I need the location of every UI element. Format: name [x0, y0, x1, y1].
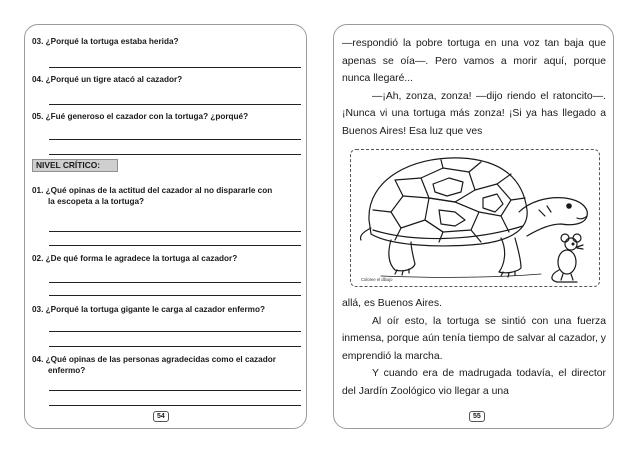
page-number: 54 [153, 411, 169, 422]
answer-line [49, 139, 301, 140]
turtle-mouse-illustration [350, 149, 600, 287]
question-text-cont: enfermo? [48, 366, 86, 375]
question-text-cont: la escopeta a la tortuga? [48, 197, 145, 206]
story-text-bottom [342, 295, 606, 401]
question-critico-03: 03. ¿Porqué la tortuga gigante le carga al cazador enfermo? [32, 305, 265, 314]
question-05: 05. ¿Fué generoso el cazador con la tortuga? ¿porqué? [32, 112, 249, 121]
section-heading-nivel-critico: NIVEL CRÍTICO: [32, 159, 118, 172]
page-number: 55 [469, 411, 485, 422]
paragraph: —¡Ah, zonza, zonza! —dijo riendo el ratoncito—. ¡Nunca vi una tortuga más zonza! ¡Si ya has llegado a Buenos Aires! Esa luz que ves [342, 90, 606, 137]
answer-line [49, 154, 301, 155]
worksheet-page [24, 24, 307, 429]
question-03: 03. ¿Porqué la tortuga estaba herida? [32, 37, 179, 46]
question-text: 01. ¿Qué opinas de la actitud del cazador al no dispararle con [32, 186, 273, 195]
turtle-illustration-icon [351, 150, 600, 287]
answer-line [49, 231, 301, 232]
question-critico-01 [32, 185, 300, 207]
answer-line [49, 346, 301, 347]
answer-line [49, 331, 301, 332]
story-text-top [342, 35, 606, 141]
paragraph: allá, es Buenos Aires. [342, 298, 442, 309]
answer-line [49, 245, 301, 246]
illustration-caption: Coloree el dibujo [361, 277, 393, 282]
question-text: 04. ¿Qué opinas de las personas agradecidas como el cazador [32, 355, 276, 364]
answer-line [49, 295, 301, 296]
answer-line [49, 405, 301, 406]
paragraph: —respondió la pobre tortuga en una voz tan baja que apenas se oía—. Pero vamos a morir aquí, porque nunca llegaré... [342, 38, 606, 85]
answer-line [49, 104, 301, 105]
question-04: 04. ¿Porqué un tigre atacó al cazador? [32, 75, 183, 84]
paragraph: Y cuando era de madrugada todavía, el director del Jardín Zoológico vio llegar a una [342, 368, 606, 397]
answer-line [49, 390, 301, 391]
answer-line [49, 282, 301, 283]
paragraph: Al oír esto, la tortuga se sintió con una fuerza inmensa, porque aún tenía tiempo de salvar al cazador, y emprendió la marcha. [342, 315, 606, 362]
answer-line [49, 67, 301, 68]
question-critico-04 [32, 354, 300, 376]
question-critico-02: 02. ¿De qué forma le agradece la tortuga al cazador? [32, 254, 238, 263]
story-page [333, 24, 614, 429]
